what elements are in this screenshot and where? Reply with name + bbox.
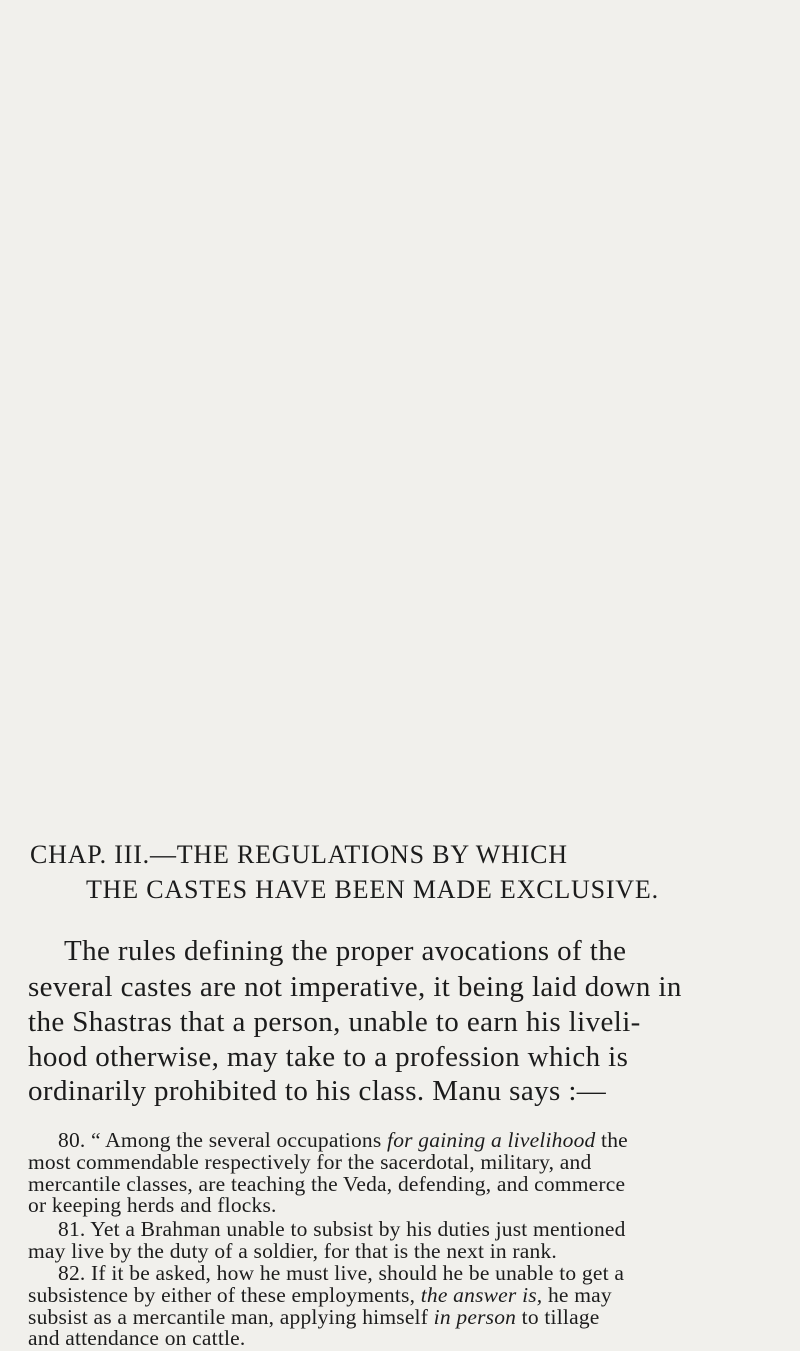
quote-line: or keeping herds and flocks. (28, 1193, 277, 1217)
intro-line: ordinarily prohibited to his class. Manu says :— (28, 1075, 607, 1107)
quote-line: subsist as a mercantile man, applying himself in person to tillage (28, 1305, 600, 1329)
quote-line: 80. “ Among the several occupations for gaining a livelihood the (58, 1128, 628, 1152)
quote-line: 81. Yet a Brahman unable to subsist by his duties just mentioned (58, 1217, 626, 1241)
quote-line: and attendance on cattle. (28, 1326, 246, 1350)
chapter-heading-line-1: CHAP. III.—THE REGULATIONS BY WHICH (30, 840, 568, 869)
quote-line: 82. If it be asked, how he must live, should he be unable to get a (58, 1261, 625, 1285)
intro-line: hood otherwise, may take to a profession which is (28, 1041, 629, 1073)
quote-line: subsistence by either of these employments, the answer is, he may (28, 1283, 612, 1307)
quote-line: mercantile classes, are teaching the Veda, defending, and commerce (28, 1172, 626, 1196)
chapter-heading-line-2: THE CASTES HAVE BEEN MADE EXCLUSIVE. (86, 875, 659, 904)
quote-line: most commendable respectively for the sacerdotal, military, and (28, 1150, 592, 1174)
intro-line: the Shastras that a person, unable to earn his liveli- (28, 1006, 641, 1038)
intro-line: several castes are not imperative, it being laid down in (28, 971, 682, 1003)
intro-line: The rules defining the proper avocations of the (64, 935, 627, 967)
quote-line: may live by the duty of a soldier, for that is the next in rank. (28, 1239, 558, 1263)
